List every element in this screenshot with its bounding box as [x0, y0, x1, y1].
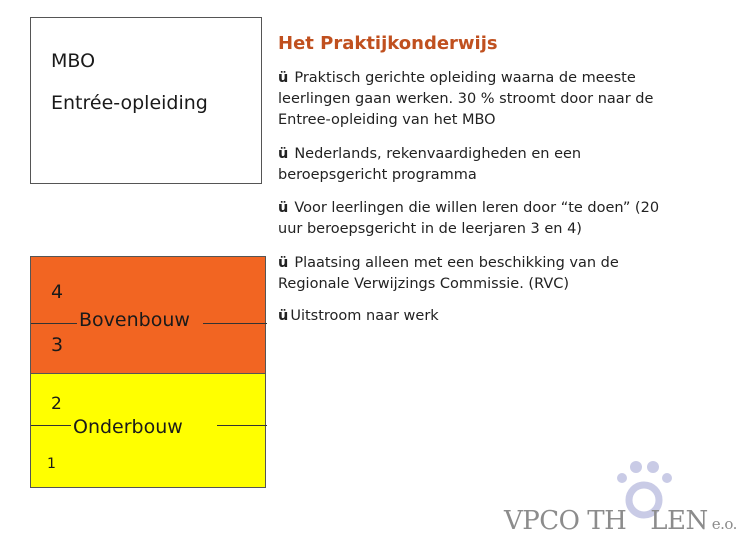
bullet-item	[278, 68, 673, 131]
bullet-text: Voor leerlingen die willen leren door “te doen” (20 uur beroepsgericht in de leerjaren 3 en 4)	[278, 200, 660, 237]
bullet-text: Praktisch gerichte opleiding waarna de meeste leerlingen gaan werken. 30 % stroomt door naar de Entree-opleiding van het MBO	[278, 70, 654, 128]
mbo-box	[30, 17, 262, 184]
check-icon: ü	[278, 200, 289, 216]
bullet-item	[278, 198, 673, 240]
bullet-text: Uitstroom naar werk	[290, 308, 439, 324]
bullet-item	[278, 253, 673, 295]
lower-divider-right	[217, 425, 267, 426]
lower-divider-left	[31, 425, 71, 426]
year-4-label: 4	[51, 281, 64, 303]
bovenbouw-block	[30, 256, 266, 374]
onderbouw-block	[30, 373, 266, 488]
bullet-item	[278, 306, 673, 327]
logo-suffix: e.o.	[711, 515, 737, 533]
check-icon: ü	[278, 255, 289, 271]
logo-wordmark	[504, 506, 737, 536]
mbo-title: MBO	[51, 50, 96, 72]
bullet-item	[278, 144, 673, 186]
check-icon: ü	[278, 70, 289, 86]
mbo-subtitle: Entrée-opleiding	[51, 92, 208, 114]
upper-divider-right	[203, 323, 267, 324]
bullet-text: Nederlands, rekenvaardigheden en een beroepsgericht programma	[278, 146, 582, 183]
check-icon: ü	[278, 308, 289, 324]
year-3-label: 3	[51, 334, 64, 356]
vpco-tholen-logo	[500, 458, 737, 538]
section-title: Het Praktijkonderwijs	[278, 33, 498, 54]
year-2-label: 2	[51, 394, 62, 414]
onderbouw-label: Onderbouw	[73, 416, 183, 438]
logo-text-start: VPCO TH	[504, 506, 627, 536]
logo-text-end: LEN	[650, 506, 708, 536]
bullet-text: Plaatsing alleen met een beschikking van de Regionale Verwijzings Commissie. (RVC)	[278, 255, 619, 292]
year-1-label: 1	[47, 456, 56, 472]
check-icon: ü	[278, 146, 289, 162]
upper-divider-left	[31, 323, 77, 324]
bovenbouw-label: Bovenbouw	[79, 309, 190, 331]
